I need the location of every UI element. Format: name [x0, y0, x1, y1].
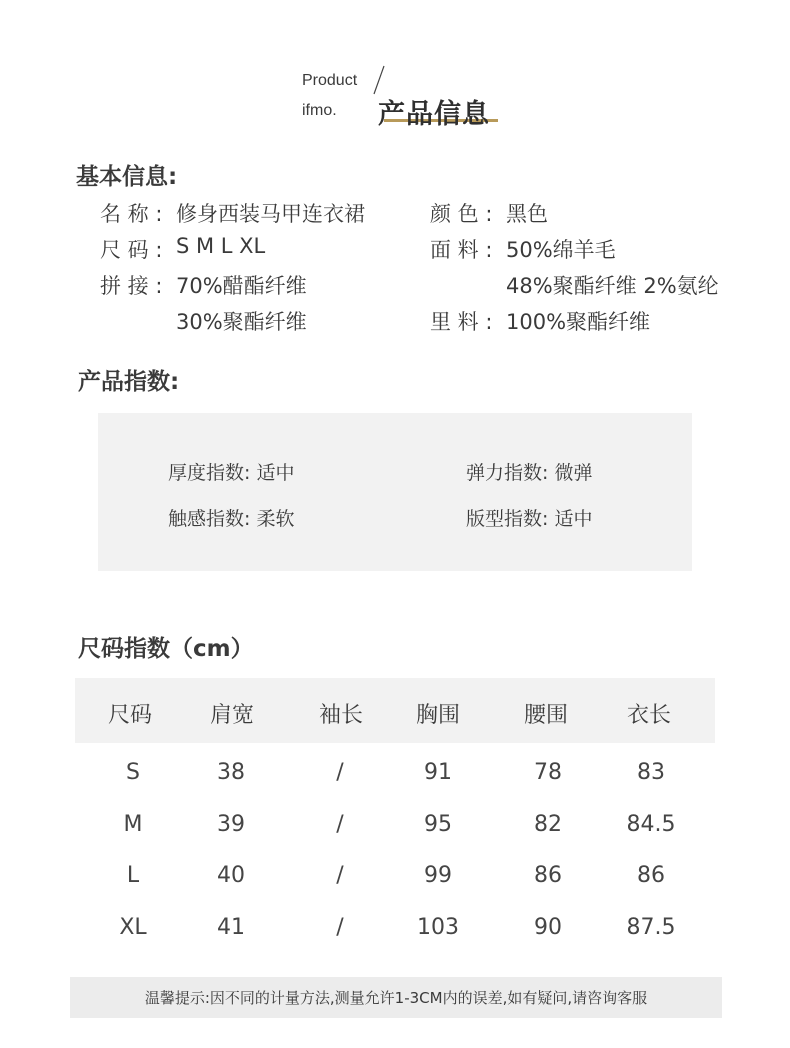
product-index-title: 产品指数:	[78, 369, 180, 395]
table-header-cell: 袖长	[318, 703, 363, 728]
table-cell: 86	[637, 863, 665, 888]
size-value: S M L XL	[176, 234, 266, 258]
header-product-text: Product	[302, 72, 358, 89]
table-cell: 91	[424, 760, 452, 785]
header-ifmo-text: ifmo.	[302, 102, 337, 119]
lining-label: 里 料 :	[430, 310, 493, 334]
table-cell: 39	[217, 812, 245, 837]
size-chart-title: 尺码指数（cm）	[78, 636, 254, 662]
color-label: 颜 色 :	[430, 202, 493, 226]
table-cell: /	[336, 915, 344, 940]
table-cell: /	[336, 812, 344, 837]
table-cell: /	[336, 760, 344, 785]
table-header-cell: 肩宽	[209, 703, 254, 728]
table-cell: 82	[534, 812, 562, 837]
table-cell: 87.5	[626, 915, 676, 940]
splice-label: 拼 接 :	[100, 274, 163, 298]
thickness-index: 厚度指数: 适中	[168, 462, 295, 484]
elasticity-index: 弹力指数: 微弹	[466, 462, 593, 484]
color-value: 黑色	[506, 202, 548, 226]
fabric-label: 面 料 :	[430, 238, 493, 262]
table-cell: 38	[217, 760, 245, 785]
fabric-value-1: 50%绵羊毛	[506, 238, 616, 262]
basic-info-title: 基本信息:	[76, 164, 178, 190]
table-cell: 99	[424, 863, 452, 888]
lining-value: 100%聚酯纤维	[506, 310, 651, 334]
table-cell: M	[123, 812, 143, 837]
table-cell: 90	[534, 915, 562, 940]
table-cell: 41	[217, 915, 245, 940]
table-cell: 86	[534, 863, 562, 888]
product-index-panel	[98, 413, 692, 571]
table-header-cell: 腰围	[523, 703, 568, 728]
page-title: 产品信息	[378, 99, 490, 130]
table-cell: 103	[417, 915, 459, 940]
table-cell: S	[126, 760, 140, 785]
table-header-cell: 胸围	[415, 703, 460, 728]
table-cell: 78	[534, 760, 562, 785]
size-label: 尺 码 :	[100, 238, 163, 262]
fit-index: 版型指数: 适中	[466, 508, 593, 530]
table-cell: /	[336, 863, 344, 888]
touch-index: 触感指数: 柔软	[168, 508, 295, 530]
name-label: 名 称 :	[100, 202, 163, 226]
table-cell: 40	[217, 863, 245, 888]
footer-note: 温馨提示:因不同的计量方法,测量允许1-3CM内的误差,如有疑问,请咨询客服	[144, 989, 648, 1007]
table-cell: 84.5	[626, 812, 676, 837]
table-cell: 83	[637, 760, 665, 785]
table-header-cell: 尺码	[107, 703, 152, 728]
table-cell: 95	[424, 812, 452, 837]
table-header-cell: 衣长	[626, 703, 671, 728]
splice-value-1: 70%醋酯纤维	[176, 274, 307, 298]
name-value: 修身西装马甲连衣裙	[176, 202, 365, 226]
table-cell: L	[126, 863, 140, 888]
splice-value-2: 30%聚酯纤维	[176, 310, 307, 334]
table-cell: XL	[119, 915, 147, 940]
fabric-value-2: 48%聚酯纤维 2%氨纶	[506, 274, 719, 298]
